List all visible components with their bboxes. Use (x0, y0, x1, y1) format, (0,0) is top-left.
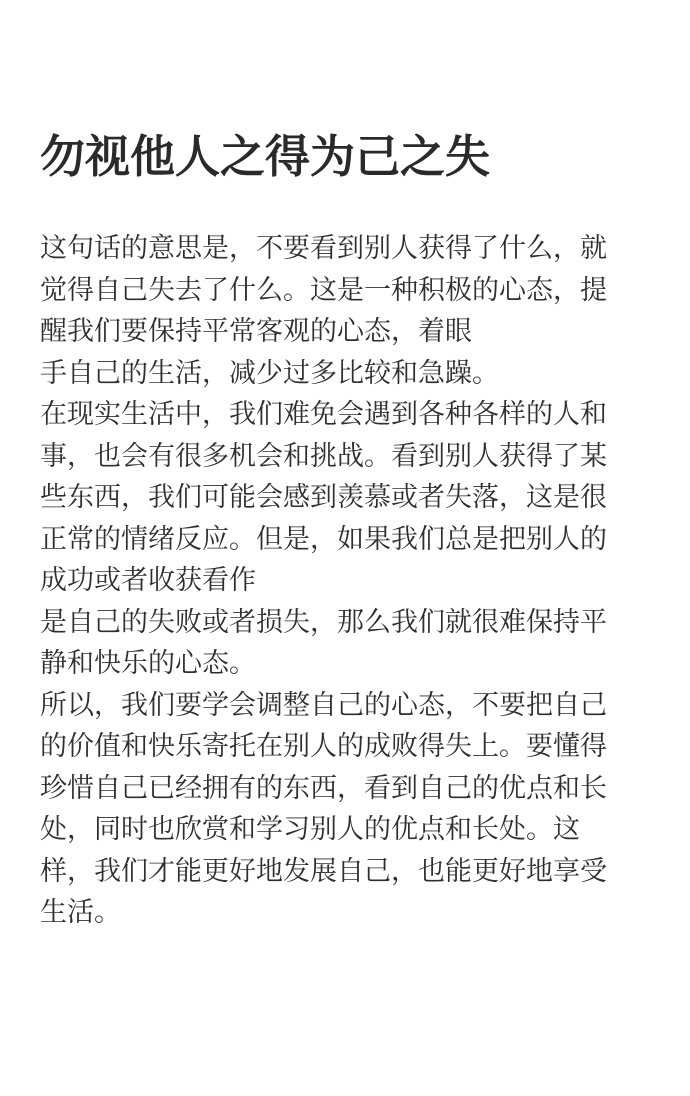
text-line: 手自己的生活，减少过多比较和急躁。 (40, 357, 499, 389)
text-line: 在现实生活中，我们难免会遇到各种各样的人和 (40, 399, 607, 430)
text-line: 事，也会有很多机会和挑战。看到别人获得了某 (40, 440, 607, 472)
text-line: 成功或者收获看作 (40, 565, 256, 596)
text-line: 珍惜自己已经拥有的东西，看到自己的优点和长 (40, 772, 607, 804)
article-body (40, 228, 660, 934)
text-line: 所以，我们要学会调整自己的心态，不要把自己 (40, 689, 607, 721)
text-line: 生活。 (40, 897, 121, 928)
text-line: 处，同时也欣赏和学习别人的优点和长处。这 (40, 814, 580, 845)
text-line: 静和快乐的心态。 (40, 648, 256, 679)
text-line: 醒我们要保持平常客观的心态，着眼 (40, 316, 472, 347)
text-line: 是自己的失败或者损失，那么我们就很难保持平 (40, 606, 607, 638)
text-line: 的价值和快乐寄托在别人的成败得失上。要懂得 (40, 731, 607, 762)
text-line: 些东西，我们可能会感到羡慕或者失落，这是很 (40, 482, 607, 513)
text-line: 觉得自己失去了什么。这是一种积极的心态，提 (40, 274, 607, 306)
text-line: 这句话的意思是，不要看到别人获得了什么，就 (40, 233, 607, 264)
text-line: 正常的情绪反应。但是，如果我们总是把别人的 (40, 523, 607, 555)
text-line: 样，我们才能更好地发展自己，也能更好地享受 (40, 855, 607, 887)
page-title: 勿视他人之得为己之失 (40, 130, 491, 183)
